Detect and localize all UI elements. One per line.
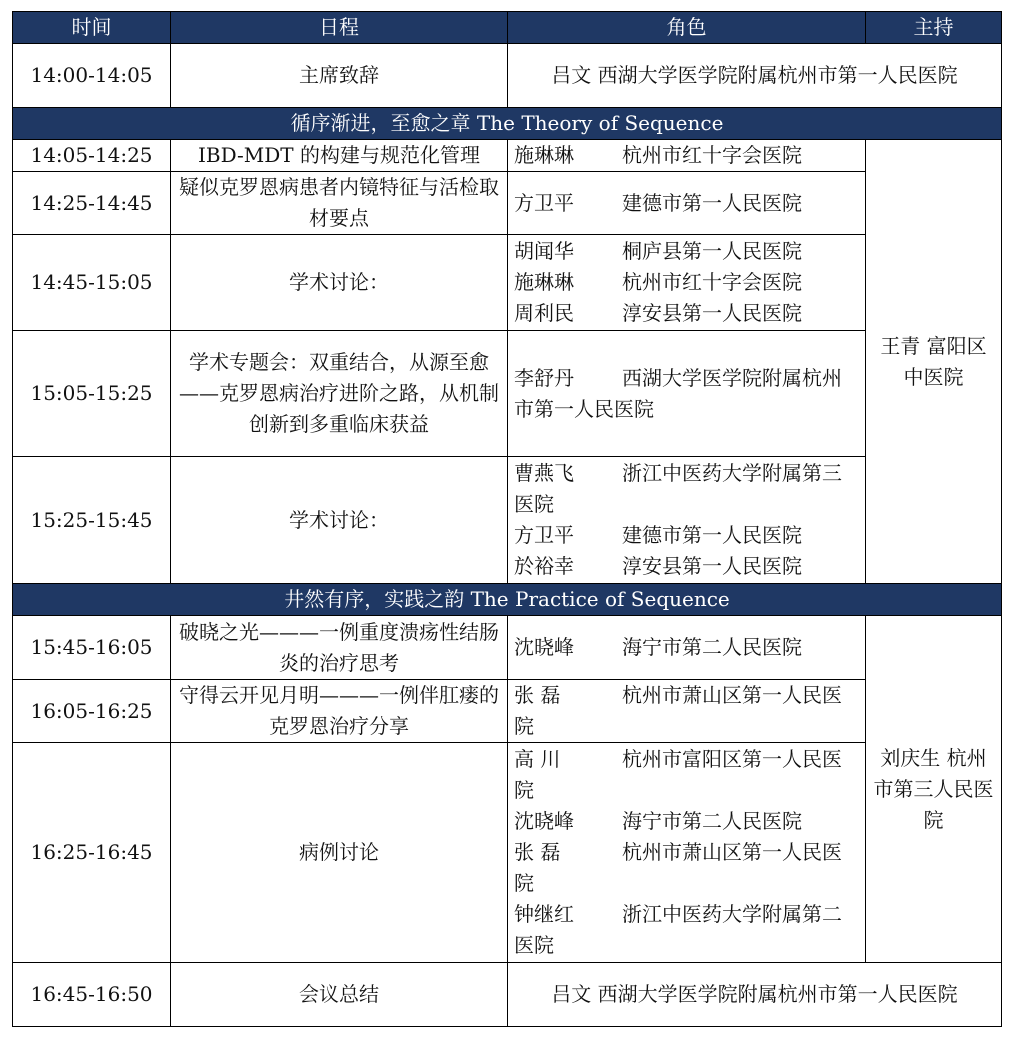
speaker-name: 於裕幸 [514,554,574,578]
speaker-name: 高 川 [514,747,561,771]
speaker-name: 曹燕飞 [514,461,574,485]
header-host: 主持 [866,12,1002,44]
speaker-org: 海宁市第二人民医院 [622,635,802,659]
header-time: 时间 [13,12,171,44]
header-row [13,12,1002,44]
speaker-org: 海宁市第二人民医院 [622,809,802,833]
speaker-name: 钟继红 [514,902,574,926]
session-time: 15:25-15:45 [13,457,171,584]
speaker-name: 方卫平 [514,190,574,215]
session-time: 16:05-16:25 [13,680,171,743]
speaker-org: 浙江中医药大学附属第二医院 [514,902,842,957]
session-time: 14:45-15:05 [13,235,171,331]
table-row [13,331,1002,457]
table-row [13,44,1002,108]
speaker-line [514,520,859,551]
speaker-org: 淳安县第一人民医院 [622,301,802,325]
host-cell: 刘庆生 杭州市第三人民医院 [866,616,1002,963]
session-role [508,457,866,584]
speaker-line [514,744,859,806]
session-topic: 主席致辞 [171,44,508,108]
session-topic: 学术讨论： [171,457,508,584]
table-row [13,457,1002,584]
session-topic: 病例讨论 [171,743,508,963]
session-topic: 会议总结 [171,963,508,1027]
session-time: 14:00-14:05 [13,44,171,108]
table-row [13,680,1002,743]
speaker-org: 淳安县第一人民医院 [622,554,802,578]
session-topic: 疑似克罗恩病患者内镜特征与活检取材要点 [171,172,508,235]
speaker-org: 杭州市红十字会医院 [622,143,802,167]
speaker-org: 西湖大学医学院附属杭州市第一人民医院 [514,365,842,421]
speaker-name: 胡闻华 [514,239,574,263]
session-role [508,235,866,331]
session-topic: 守得云开见月明———一例伴肛瘘的克罗恩治疗分享 [171,680,508,743]
speaker-line [514,236,859,267]
speaker-line [514,140,859,171]
speaker-line [514,837,859,899]
speaker-org: 杭州市萧山区第一人民医院 [514,840,842,895]
session-time: 14:25-14:45 [13,172,171,235]
session-role [508,680,866,743]
section-row [13,584,1002,616]
session-role: 吕文 西湖大学医学院附属杭州市第一人民医院 [508,44,1002,108]
table-row [13,963,1002,1027]
speaker-name: 张 磊 [514,840,561,864]
session-role: 吕文 西湖大学医学院附属杭州市第一人民医院 [508,963,1002,1027]
speaker-name: 施琳琳 [514,143,574,167]
table-row [13,235,1002,331]
speaker-line [514,899,859,961]
table-row [13,616,1002,680]
speaker-org: 建德市第一人民医院 [622,190,802,215]
speaker-line [514,363,859,425]
speaker-line [514,188,859,219]
speaker-org: 杭州市萧山区第一人民医院 [514,683,842,738]
session-time: 16:45-16:50 [13,963,171,1027]
header-agenda: 日程 [171,12,508,44]
speaker-org: 杭州市红十字会医院 [622,270,802,294]
section-title: 井然有序，实践之韵 The Practice of Sequence [13,584,1002,616]
session-time: 15:05-15:25 [13,331,171,457]
table-row [13,172,1002,235]
session-topic: 破晓之光———一例重度溃疡性结肠炎的治疗思考 [171,616,508,680]
session-topic: 学术专题会：双重结合，从源至愈——克罗恩病治疗进阶之路，从机制创新到多重临床获益 [171,331,508,457]
speaker-name: 沈晓峰 [514,809,574,833]
session-topic: IBD-MDT 的构建与规范化管理 [171,140,508,172]
speaker-org: 桐庐县第一人民医院 [622,239,802,263]
speaker-name: 沈晓峰 [514,635,574,659]
session-role [508,331,866,457]
session-time: 16:25-16:45 [13,743,171,963]
session-role [508,743,866,963]
host-cell: 王青 富阳区中医院 [866,140,1002,584]
speaker-line [514,806,859,837]
speaker-line [514,551,859,582]
session-role [508,172,866,235]
speaker-line [514,680,859,742]
speaker-name: 方卫平 [514,523,574,547]
header-role: 角色 [508,12,866,44]
session-topic: 学术讨论： [171,235,508,331]
session-role [508,140,866,172]
session-time: 14:05-14:25 [13,140,171,172]
section-row [13,108,1002,140]
session-role [508,616,866,680]
speaker-org: 浙江中医药大学附属第三医院 [514,461,842,516]
speaker-org: 杭州市富阳区第一人民医院 [514,747,842,802]
speaker-name: 周利民 [514,301,574,325]
schedule-table [12,11,1002,1027]
speaker-line [514,458,859,520]
speaker-name: 施琳琳 [514,270,574,294]
table-row [13,140,1002,172]
section-title: 循序渐进，至愈之章 The Theory of Sequence [13,108,1002,140]
session-time: 15:45-16:05 [13,616,171,680]
speaker-line [514,298,859,329]
speaker-org: 建德市第一人民医院 [622,523,802,547]
speaker-name: 李舒丹 [514,365,574,390]
table-row [13,743,1002,963]
speaker-line [514,267,859,298]
speaker-name: 张 磊 [514,683,561,707]
speaker-line [514,632,859,663]
